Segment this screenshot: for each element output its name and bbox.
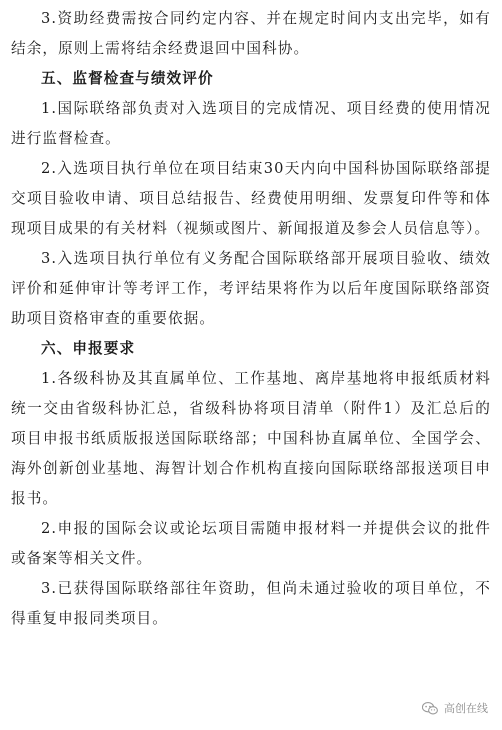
paragraph-supervision-3: 3.入选项目执行单位有义务配合国际联络部开展项目验收、绩效评价和延伸审计等考评工作，考评结果将作为以后年度国际联络部资助项目资格审查的重要依据。 [11,250,491,327]
paragraph-supervision-2: 2.入选项目执行单位在项目结束30天内向中国科协国际联络部提交项目验收申请、项目总结报告、经费使用明细、发票复印件等和体现项目成果的有关材料（视频或图片、新闻报道及参会人员信息等）。 [11,160,491,237]
section-heading-supervision: 五、监督检查与绩效评价 [41,70,214,87]
document-body [0,4,502,634]
section-heading-requirements: 六、申报要求 [41,340,136,357]
paragraph-funds-settlement: 3.资助经费需按合同约定内容、并在规定时间内支出完毕，如有结余，原则上需将结余经费退回中国科协。 [11,10,491,57]
paragraph-supervision-1: 1.国际联络部负责对入选项目的完成情况、项目经费的使用情况进行监督检查。 [11,100,491,147]
watermark [422,700,488,716]
paragraph-requirements-1: 1.各级科协及其直属单位、工作基地、离岸基地将申报纸质材料统一交由省级科协汇总，省级科协将项目清单（附件1）及汇总后的项目申报书纸质版报送国际联络部；中国科协直属单位、全国学会、海外创新创业基地、海智计划合作机构直接向国际联络部报送项目申报书。 [11,370,491,507]
paragraph-requirements-3: 3.已获得国际联络部往年资助，但尚未通过验收的项目单位，不得重复申报同类项目。 [11,580,491,627]
watermark-label: 高创在线 [444,702,488,715]
wechat-icon [422,702,438,715]
paragraph-requirements-2: 2.申报的国际会议或论坛项目需随申报材料一并提供会议的批件或备案等相关文件。 [11,520,491,567]
